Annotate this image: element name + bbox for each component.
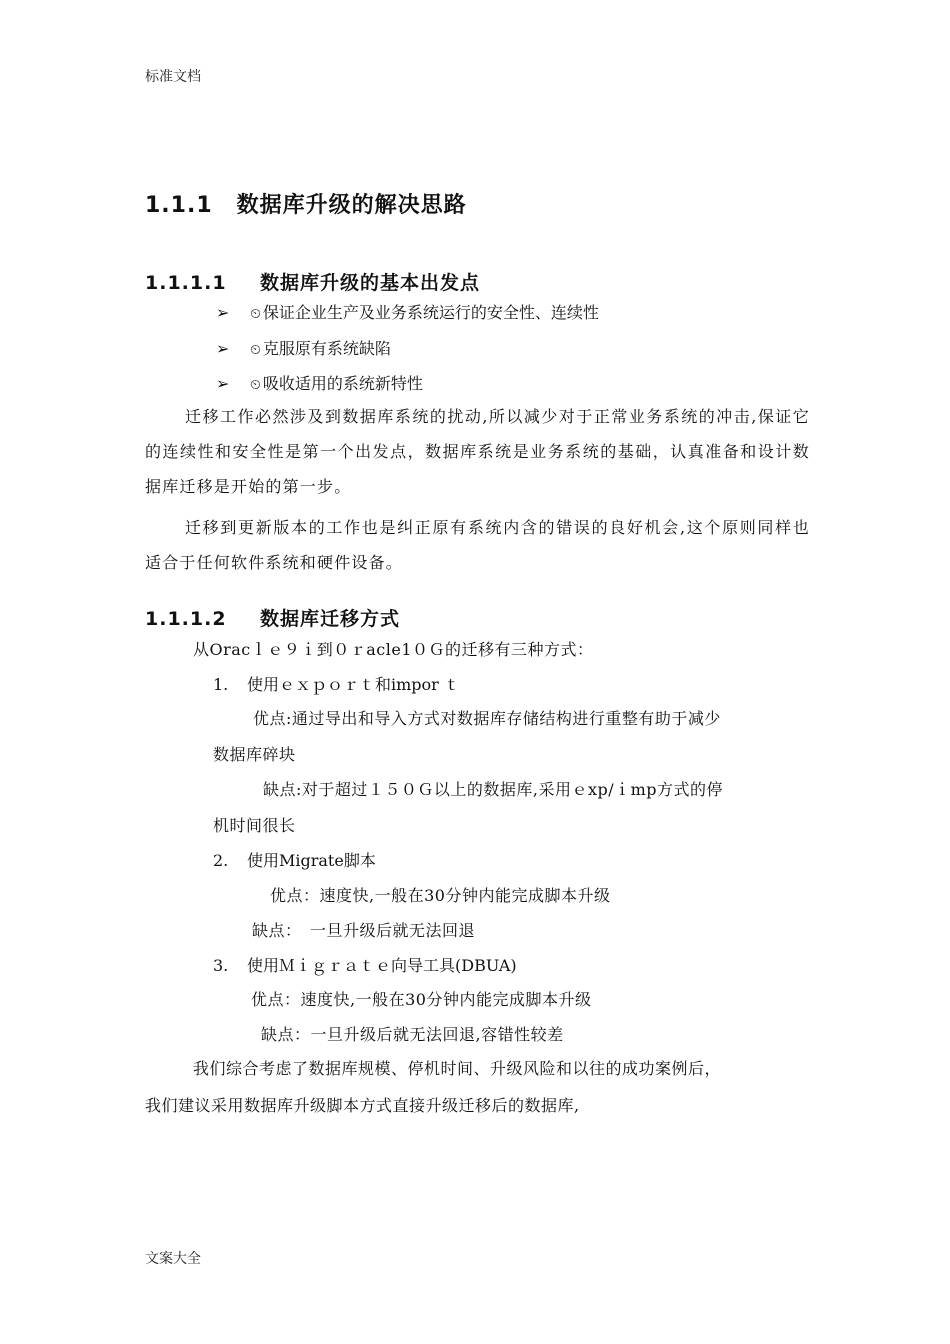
list-title: 使用Migrate脚本 [247, 851, 376, 870]
subsection-number: 1.1.1.1 [145, 272, 227, 294]
list-number: 3. [213, 956, 229, 975]
subsection-heading-1 [145, 268, 480, 295]
paragraph: 迁移到更新版本的工作也是纠正原有系统内含的错误的良好机会,这个原则同样也适合于任何软件系统和硬件设备。 [145, 518, 810, 572]
clock-icon: ⏲ [250, 342, 261, 358]
con-text: 缺点： 一旦升级后就无法回退 [252, 921, 476, 940]
conclusion-text: 我们综合考虑了数据库规模、停机时间、升级风险和以往的成功案例后， [193, 1059, 722, 1078]
bullet-text: 克服原有系统缺陷 [262, 339, 391, 358]
subsection-heading-2 [145, 604, 400, 631]
paragraph: 迁移工作必然涉及到数据库系统的扰动,所以减少对于正常业务系统的冲击,保证它的连续性和安全性是第一个出发点，数据库系统是业务系统的基础，认真准备和设计数据库迁移是开始的第一步。 [145, 407, 810, 496]
intro-text: 从Oracｌｅ９ｉ到０ｒacle1０Ｇ的迁移有三种方式： [193, 640, 594, 659]
list-item [213, 672, 460, 695]
pro-text: 优点：速度快,一般在30分钟内能完成脚本升级 [270, 886, 611, 905]
arrow-bullet-icon: ➢ [216, 303, 230, 322]
section-title: 数据库升级的解决思路 [236, 193, 467, 218]
bullet-item [216, 300, 599, 323]
clock-icon: ⏲ [250, 377, 261, 393]
subsection-title: 数据库迁移方式 [260, 608, 401, 630]
conclusion-text-cont: 我们建议采用数据库升级脚本方式直接升级迁移后的数据库, [145, 1096, 580, 1115]
pro-text: 优点:通过导出和导入方式对数据库存储结构进行重整有助于减少 [253, 709, 721, 728]
pro-text: 优点：速度快,一般在30分钟内能完成脚本升级 [251, 990, 592, 1009]
con-text: 缺点:对于超过１５０Ｇ以上的数据库,采用ｅxp/ｉmp方式的停 [263, 780, 724, 799]
con-text-cont: 机时间很长 [213, 816, 296, 835]
section-number: 1.1.1 [145, 193, 213, 218]
list-item [213, 848, 376, 871]
arrow-bullet-icon: ➢ [216, 339, 230, 358]
bullet-item [216, 371, 423, 394]
subsection-title: 数据库升级的基本出发点 [260, 272, 481, 294]
subsection-number: 1.1.1.2 [145, 608, 227, 630]
page-header: 标准文档 [145, 69, 201, 85]
list-number: 1. [213, 675, 229, 694]
page-footer: 文案大全 [145, 1251, 201, 1267]
list-title: 使用ｅｘｐｏｒｔ和impor ｔ [247, 675, 460, 694]
bullet-item [216, 336, 391, 359]
bullet-text: 吸收适用的系统新特性 [262, 374, 423, 393]
arrow-bullet-icon: ➢ [216, 374, 230, 393]
con-text: 缺点：一旦升级后就无法回退,容错性较差 [261, 1025, 564, 1044]
bullet-text: 保证企业生产及业务系统运行的安全性、连续性 [262, 303, 599, 322]
clock-icon: ⏲ [250, 306, 261, 322]
list-item [213, 953, 517, 976]
section-heading [145, 188, 467, 219]
list-title: 使用Ｍｉｇｒａｔｅ向导工具(DBUA) [247, 956, 517, 975]
pro-text-cont: 数据库碎块 [213, 745, 296, 764]
list-number: 2. [213, 851, 229, 870]
